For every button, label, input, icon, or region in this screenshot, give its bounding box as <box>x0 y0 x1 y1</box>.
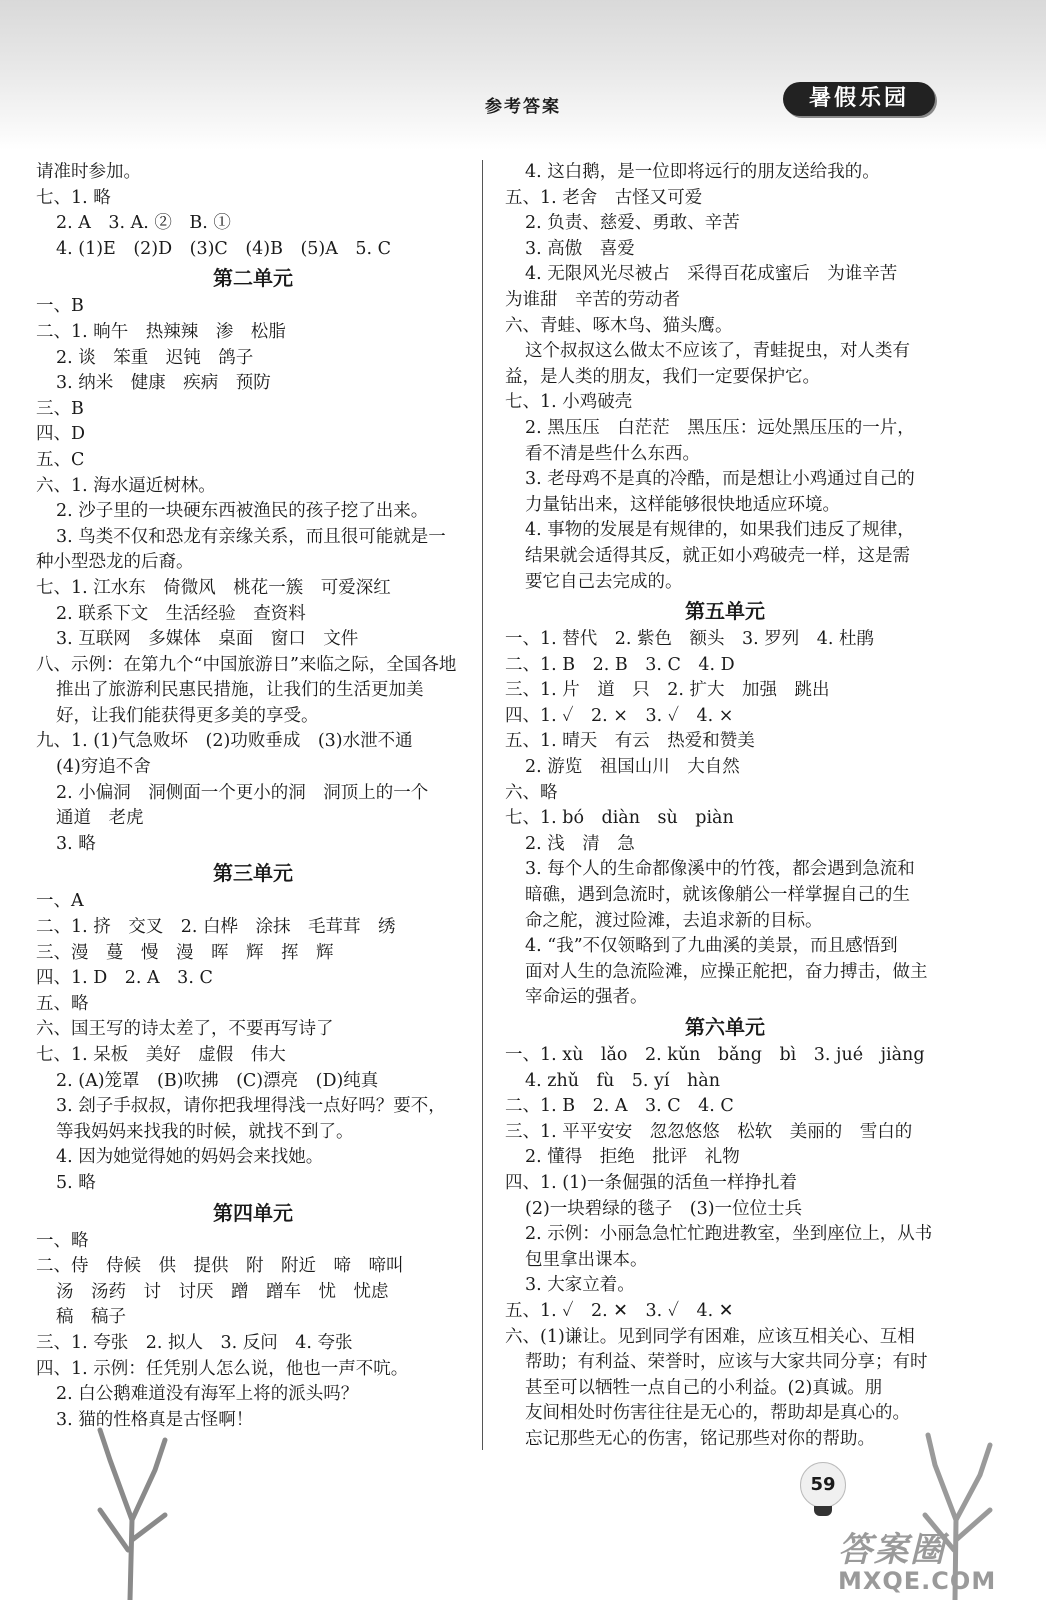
answer-line: 帮助；有利益、荣誉时，应该与大家共同分享；有时 <box>525 1352 928 1373</box>
answer-line: 3. 鸟类不仅和恐龙有亲缘关系，而且很可能就是一 <box>56 526 446 547</box>
answer-line: 八、示例：在第九个“中国旅游日”来临之际，全国各地 <box>36 654 457 675</box>
answer-line: 2. A 3. A. ② B. ① <box>56 213 231 234</box>
answer-line: 三、1. 平平安安 忽忽悠悠 松软 美丽的 雪白的 <box>505 1121 913 1142</box>
answer-line: 2. 白公鹅难道没有海军上将的派头吗？ <box>56 1384 359 1405</box>
answer-line: 结果就会适得其反，就正如小鸡破壳一样，这是需 <box>525 545 910 566</box>
answer-line: 为谁甜 辛苦的劳动者 <box>505 289 680 310</box>
answer-line: 二、1. B 2. A 3. C 4. C <box>505 1096 734 1117</box>
answer-line: 等我妈妈来找我的时候，就找不到了。 <box>56 1121 354 1142</box>
section-heading: 第二单元 <box>213 266 293 291</box>
right-column <box>505 160 945 1453</box>
section-heading: 第三单元 <box>213 861 293 886</box>
column-divider <box>482 160 483 1450</box>
answer-line: 五、1. 老舍 古怪又可爱 <box>505 187 703 208</box>
answer-line: 2. 浅 清 急 <box>525 833 635 854</box>
answer-line: 5. 略 <box>56 1172 96 1193</box>
answer-line: 宰命运的强者。 <box>525 987 648 1008</box>
answer-line: 4. 事物的发展是有规律的，如果我们违反了规律， <box>525 520 915 541</box>
answer-line: 七、1. 小鸡破壳 <box>505 392 633 413</box>
answer-line: 2. 小偏洞 洞侧面一个更小的洞 洞顶上的一个 <box>56 782 429 803</box>
answer-line: 九、1. (1)气急败坏 (2)功败垂成 (3)水泄不通 <box>36 731 413 752</box>
watermark-cn: 答案圈 <box>838 1530 946 1570</box>
answer-line: 4. 这白鹅，是一位即将远行的朋友送给我的。 <box>525 162 880 182</box>
answer-line: 六、1. 海水逼近树林。 <box>36 475 216 496</box>
answer-line: 三、漫 蔓 慢 漫 晖 辉 挥 辉 <box>36 942 334 963</box>
answer-line: 推出了旅游利民惠民措施，让我们的生活更加美 <box>56 680 424 701</box>
answer-line: 3. 老母鸡不是真的冷酷，而是想让小鸡通过自己的 <box>525 469 915 490</box>
answer-line: 暗礁，遇到急流时，就该像艄公一样掌握自己的生 <box>525 885 910 906</box>
tree-decoration-icon <box>70 1400 190 1600</box>
answer-line: 四、1. (1)一条倔强的活鱼一样挣扎着 <box>505 1172 798 1193</box>
answer-line: (4)穷追不舍 <box>56 757 151 778</box>
answer-line: 汤 汤药 讨 讨厌 蹭 蹭车 忧 忧虑 <box>56 1281 389 1302</box>
answer-line: 3. 互联网 多媒体 桌面 窗口 文件 <box>56 629 359 650</box>
answer-line: 五、1. ✓ 2. ✕ 3. ✓ 4. ✕ <box>505 1300 734 1321</box>
answer-line: 面对人生的急流险滩，应操正舵把，奋力搏击，做主 <box>525 961 928 982</box>
answer-line: 4. zhǔ fù 5. yí hàn <box>525 1070 720 1091</box>
answer-line: 七、1. 江水东 倚微风 桃花一簇 可爱深红 <box>36 577 391 598</box>
answer-line: 3. 略 <box>56 833 96 854</box>
answer-line: 4. 因为她觉得她的妈妈会来找她。 <box>56 1147 324 1168</box>
answer-line: 通道 老虎 <box>56 808 144 829</box>
left-column <box>36 160 470 1433</box>
brand-badge: 暑假乐园 <box>783 82 935 116</box>
header-background <box>0 0 1046 150</box>
watermark-en: MXQE.COM <box>838 1567 997 1595</box>
answer-line: 4. “我”不仅领略到了九曲溪的美景，而且感悟到 <box>525 936 898 957</box>
page-title: 参考答案 <box>485 97 561 117</box>
answer-line: 七、1. bó diàn sù piàn <box>505 808 734 829</box>
answer-line: 2. 示例：小丽急急忙忙跑进教室，坐到座位上，从书 <box>525 1224 933 1245</box>
answer-line: 一、B <box>36 296 84 317</box>
answer-line: 甚至可以牺牲一点自己的小利益。(2)真诚。朋 <box>525 1377 883 1398</box>
answer-line: 2. 黑压压 白茫茫 黑压压：远处黑压压的一片， <box>525 417 915 438</box>
answer-line: 4. (1)E (2)D (3)C (4)B (5)A 5. C <box>56 238 392 259</box>
answer-line: 一、1. xù lǎo 2. kǔn bǎng bì 3. jué jiàng <box>505 1045 925 1065</box>
page-number: 59 <box>800 1462 846 1508</box>
answer-line: 稿 稿子 <box>56 1307 126 1328</box>
section-heading: 第六单元 <box>685 1015 765 1039</box>
answer-line: 2. 懂得 拒绝 批评 礼物 <box>525 1147 740 1168</box>
answer-line: 五、C <box>36 449 85 470</box>
answer-line: 二、1. 晌午 热辣辣 渗 松脂 <box>36 321 286 342</box>
answer-line: 好，让我们能获得更多美的享受。 <box>56 705 319 726</box>
section-heading: 第五单元 <box>685 599 765 624</box>
answer-line: 四、1. ✓ 2. × 3. ✓ 4. × <box>505 705 734 726</box>
answer-line: 2. 负责、慈爱、勇敢、辛苦 <box>525 213 740 234</box>
page-number-stem <box>814 1506 832 1516</box>
answer-line: 3. 刽子手叔叔，请你把我埋得浅一点好吗？要不， <box>56 1096 446 1117</box>
answer-line: (2)一块碧绿的毯子 (3)一位位士兵 <box>525 1198 803 1219</box>
answer-line: 2. 沙子里的一块硬东西被渔民的孩子挖了出来。 <box>56 501 429 522</box>
answer-line: 三、1. 片 道 只 2. 扩大 加强 跳出 <box>505 680 830 701</box>
answer-line: 2. (A)笼罩 (B)吹拂 (C)漂亮 (D)纯真 <box>56 1070 379 1091</box>
answer-line: 3. 纳米 健康 疾病 预防 <box>56 373 271 394</box>
answer-line: 二、1. B 2. B 3. C 4. D <box>505 654 735 675</box>
answer-line: 七、1. 呆板 美好 虚假 伟大 <box>36 1045 286 1065</box>
answer-line: 忘记那些无心的伤害，铭记那些对你的帮助。 <box>525 1428 875 1449</box>
answer-line: 命之舵，渡过险滩，去追求新的目标。 <box>525 910 823 931</box>
answer-line: 二、侍 侍候 供 提供 附 附近 啼 啼叫 <box>36 1256 404 1277</box>
answer-line: 2. 联系下文 生活经验 查资料 <box>56 603 306 624</box>
answer-line: 六、(1)谦让。见到同学有困难，应该互相关心、互相 <box>505 1326 915 1347</box>
answer-line: 五、略 <box>36 993 89 1014</box>
answer-line: 包里拿出课本。 <box>525 1249 648 1270</box>
answer-line: 一、1. 替代 2. 紫色 额头 3. 罗列 4. 杜鹃 <box>505 629 875 650</box>
answer-line: 2. 谈 笨重 迟钝 鸽子 <box>56 347 254 368</box>
answer-line: 三、1. 夸张 2. 拟人 3. 反问 4. 夸张 <box>36 1332 353 1353</box>
answer-line: 请准时参加。 <box>36 162 141 182</box>
answer-line: 力量钻出来，这样能够很快地适应环境。 <box>525 494 840 515</box>
answer-line: 益，是人类的朋友，我们一定要保护它。 <box>505 366 820 387</box>
answer-line: 一、A <box>36 891 84 912</box>
answer-line: 4. 无限风光尽被占 采得百花成蜜后 为谁辛苦 <box>525 264 898 285</box>
answer-line: 二、1. 挤 交叉 2. 白桦 涂抹 毛茸茸 绣 <box>36 917 396 938</box>
answer-line: 3. 每个人的生命都像溪中的竹筏，都会遇到急流和 <box>525 859 915 880</box>
answer-line: 五、1. 晴天 有云 热爱和赞美 <box>505 731 755 752</box>
answer-line: 3. 猫的性格真是古怪啊！ <box>56 1409 254 1430</box>
answer-line: 四、1. D 2. A 3. C <box>36 968 213 989</box>
answer-line: 六、国王写的诗太差了，不要再写诗了 <box>36 1019 334 1040</box>
answer-line: 3. 高傲 喜爱 <box>525 238 635 259</box>
answer-line: 四、D <box>36 424 86 445</box>
answer-line: 这个叔叔这么做太不应该了，青蛙捉虫，对人类有 <box>525 341 910 362</box>
answer-line: 六、青蛙、啄木鸟、猫头鹰。 <box>505 315 733 336</box>
answer-line: 种小型恐龙的后裔。 <box>36 552 194 573</box>
answer-line: 六、略 <box>505 782 558 803</box>
section-heading: 第四单元 <box>213 1200 293 1225</box>
answer-line: 四、1. 示例：任凭别人怎么说，他也一声不吭。 <box>36 1358 409 1379</box>
answer-line: 友间相处时伤害往往是无心的，帮助却是真心的。 <box>525 1403 910 1424</box>
answer-line: 2. 游览 祖国山川 大自然 <box>525 757 740 778</box>
answer-line: 三、B <box>36 398 84 419</box>
answer-line: 一、略 <box>36 1230 89 1251</box>
answer-line: 3. 大家立着。 <box>525 1275 635 1296</box>
answer-line: 看不清是些什么东西。 <box>525 443 700 464</box>
watermark <box>838 1522 1038 1596</box>
answer-line: 要它自己去完成的。 <box>525 571 683 592</box>
answer-line: 七、1. 略 <box>36 187 111 208</box>
